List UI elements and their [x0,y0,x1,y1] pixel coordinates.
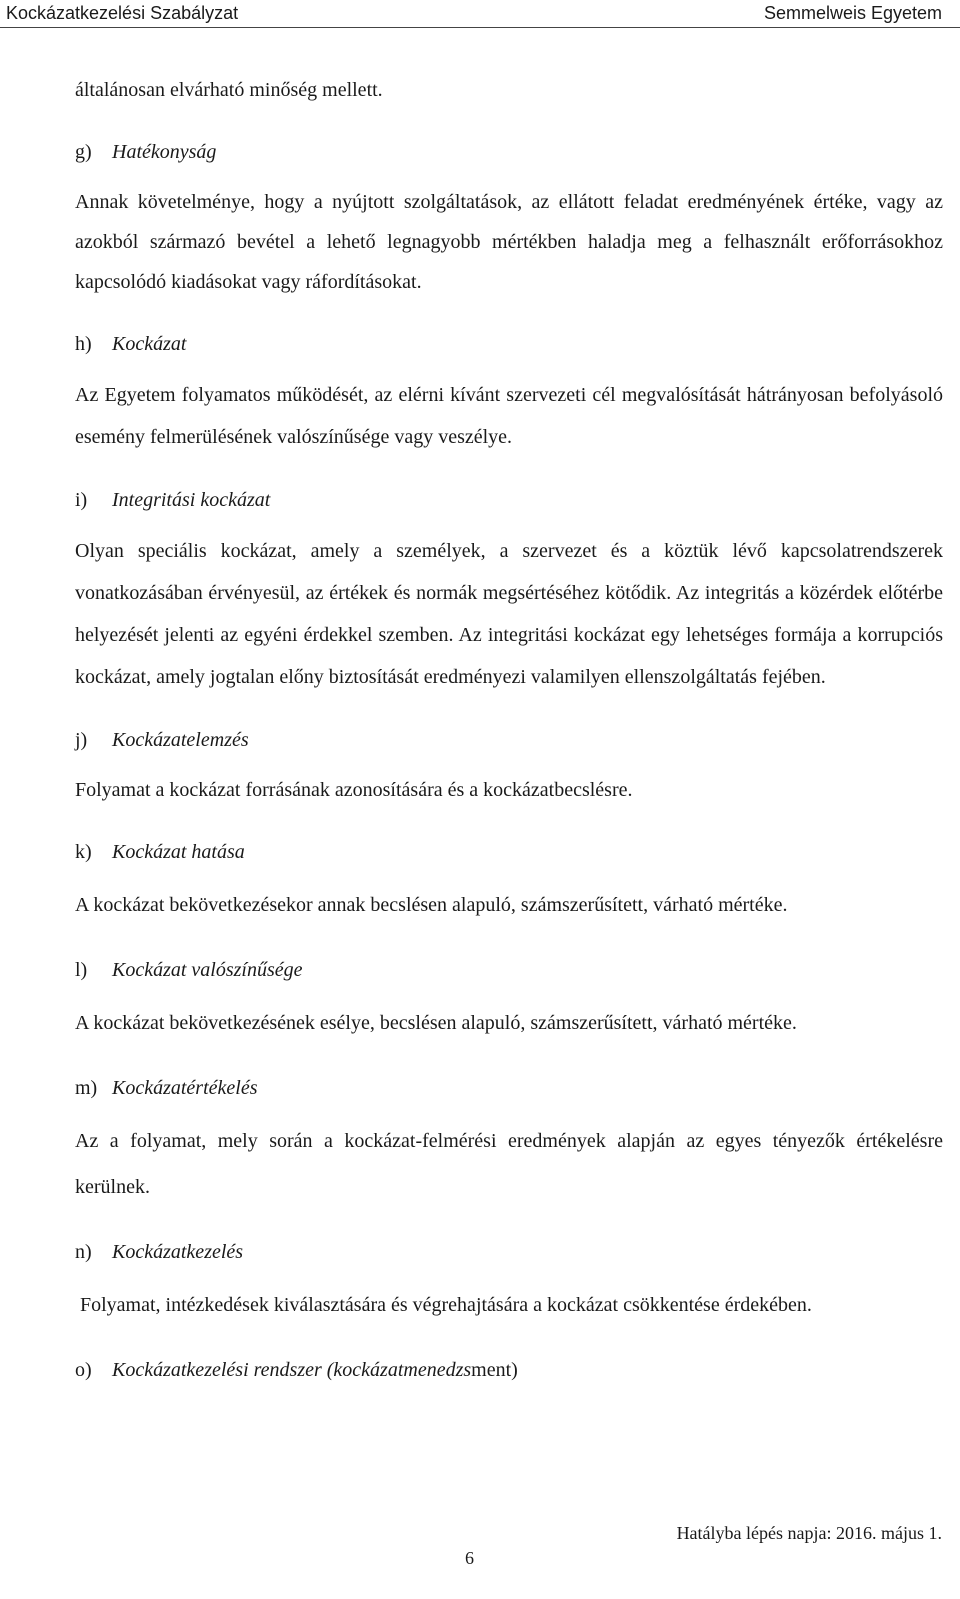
document-title: Kockázatkezelési Szabályzat [6,3,239,23]
section-label: g) [75,141,92,163]
section-m [75,1068,943,1210]
section-i [75,480,943,698]
page-footer [0,1520,960,1599]
section-heading [75,1350,943,1390]
section-heading [75,132,943,172]
effective-date: Hatályba lépés napja: 2016. május 1. [676,1523,942,1543]
section-heading [75,480,943,520]
section-o [75,1350,943,1390]
section-text: Folyamat, intézkedések kiválasztására és végrehajtására a kockázat csökkentése érdekében. [75,1294,812,1316]
section-title: Kockázatértékelés [112,1077,258,1099]
section-j [75,720,943,810]
section-label: m) [75,1077,98,1099]
section-text: A kockázat bekövetkezésének esélye, becslésen alapuló, számszerűsített, várható mértéke. [75,1012,797,1034]
section-text: Annak követelménye, hogy a nyújtott szolgáltatások, az ellátott feladat eredményének értéke, vagy az azokból származó bevétel a lehető legnagyobb mértékben haladja meg a felhasznált erőforrásokhoz kapcsolódó kiadásokat vagy ráfordításokat. [75,191,943,293]
section-label: j) [75,729,88,751]
page-header [0,0,960,28]
section-title: Kockázatelemzés [112,729,249,751]
intro-text: általánosan elvárható minőség mellett. [75,79,383,101]
section-title: Kockázatkezelés [112,1241,244,1263]
section-k [75,832,943,928]
section-label: i) [75,489,88,511]
section-g [75,132,943,302]
section-l [75,950,943,1046]
section-label: o) [75,1359,92,1381]
section-h [75,324,943,458]
section-text: Az a folyamat, mely során a kockázat-felmérési eredmények alapján az egyes tényezők értékelésre kerülnek. [75,1130,943,1198]
section-text: Az Egyetem folyamatos működését, az elérni kívánt szervezeti cél megvalósítását hátrányosan befolyásoló esemény felmerülésének valószínűsége vagy veszélye. [75,384,943,448]
section-heading [75,1232,943,1272]
section-title: Kockázat [112,333,187,355]
section-title: Kockázat hatása [112,841,245,863]
section-heading [75,1068,943,1108]
section-label: n) [75,1241,92,1263]
section-text: A kockázat bekövetkezésekor annak becslésen alapuló, számszerűsített, várható mértéke. [75,894,788,916]
document-body [75,70,943,1400]
section-text: Olyan speciális kockázat, amely a személyek, a szervezet és a köztük lévő kapcsolatrendszerek vonatkozásában érvényesül, az értékek és normák megsértéséhez kötődik. Az integritás a közérdek előtérbe helyezését jelenti az egyéni érdekkel szemben. Az integritási kockázat egy lehetséges formája a korrupciós kockázat, amely jogtalan előny biztosítását eredményezi valamilyen ellenszolgáltatás fejében. [75,540,943,688]
institution-name: Semmelweis Egyetem [763,3,942,23]
section-heading [75,324,943,364]
page-number: 6 [465,1548,474,1568]
section-title: Kockázatkezelési rendszer (kockázatmenedzs [112,1359,472,1381]
section-label: h) [75,333,92,355]
section-n [75,1232,943,1328]
section-title: Kockázat valószínűsége [112,959,303,981]
section-heading [75,950,943,990]
section-label: l) [75,959,88,981]
section-text: Folyamat a kockázat forrásának azonosítására és a kockázatbecslésre. [75,779,633,801]
section-title: Integritási kockázat [112,489,271,511]
section-title: Hatékonyság [112,141,217,163]
section-heading [75,832,943,872]
section-heading [75,720,943,760]
section-label: k) [75,841,92,863]
section-title-rest: ment) [471,1359,518,1381]
